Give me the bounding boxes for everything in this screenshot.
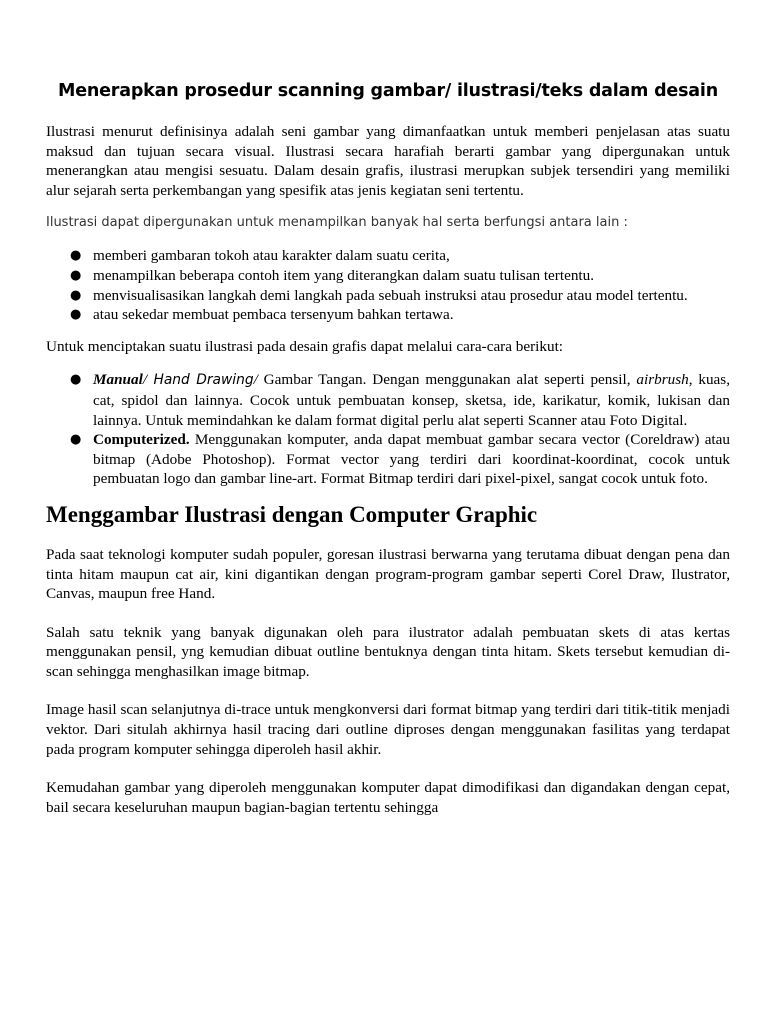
term-airbrush: airbrush [636,371,689,389]
bullet-icon: ● [70,372,82,388]
list-item [46,246,730,266]
list-item-text: menampilkan beberapa contoh item yang diterangkan dalam suatu tulisan tertentu. [93,266,595,284]
functions-intro: Ilustrasi dapat dipergunakan untuk menampilkan banyak hal serta berfungsi antara lain : [46,215,628,231]
list-item [46,305,730,325]
list-item [46,266,730,286]
bullet-icon: ● [70,248,82,264]
computerized-text: Menggunakan komputer, anda dapat membuat gambar secara vector (Coreldraw) atau bitmap (Adobe Photoshop). Format vector yang terdiri dari koordinat-koordinat, cocok untuk pembuatan logo dan gambar line-art. Format Bitmap terdiri dari pixel-pixel, sangat cocok untuk foto. [93,431,730,488]
intro-paragraph: Ilustrasi menurut definisinya adalah seni gambar yang dimanfaatkan untuk memberi penjelasan atas suatu maksud dan tujuan secara visual. Ilustrasi secara harafiah berarti gambar yang dipergunakan untuk menerangkan atau mengisi sesuatu. Dalam desain grafis, ilustrasi merupkan subjek tersendiri yang memiliki alur sejarah serta perkembangan yang spesifik atas jenis kegiatan seni tertentu. [46,123,730,199]
manual-text-b: , kuas, cat, spidol dan lainnya. Cocok untuk pembuatan konsep, sketsa, ide, karikatur, komik, lukisan dan lainnya. Untuk memindahkan ke dalam format digital perlu alat seperti Scanner atau Foto Digital. [93,371,730,429]
bullet-icon: ● [70,267,82,283]
bullet-icon: ● [70,287,82,303]
term-hand-drawing: Hand Drawing [147,372,254,389]
list-item [46,286,730,306]
section-paragraph: Pada saat teknologi komputer sudah populer, goresan ilustrasi berwarna yang terutama dibuat dengan pena dan tinta hitam maupun cat air, kini digantikan dengan program-program gambar seperti Corel Draw, Ilustrator, Canvas, maupun free Hand. [46,545,730,603]
bullet-icon: ● [70,432,82,448]
slash: / [253,371,258,389]
list-item-text: atau sekedar membuat pembaca tersenyum bahkan tertawa. [93,306,454,324]
section-paragraph: Salah satu teknik yang banyak digunakan oleh para ilustrator adalah pembuatan skets di atas kertas menggunakan pensil, yng kemudian dibuat outline bentuknya dengan tinta hitam. Skets tersebut kemudian di-scan sehingga menghasilkan image bitmap. [46,623,730,680]
section-paragraph: Image hasil scan selanjutnya di-trace untuk mengkonversi dari format bitmap yang terdiri dari titik-titik menjadi vektor. Dari situlah akhirnya hasil tracing dari outline diproses dengan menggunakan fasilitas yang terdapat pada program komputer sehingga diperoleh hasil akhir. [46,701,730,758]
document-title: Menerapkan prosedur scanning gambar/ ilustrasi/teks dalam desain [58,81,718,101]
slash: / [142,371,148,389]
methods-intro: Untuk menciptakan suatu ilustrasi pada desain grafis dapat melalui cara-cara berikut: [46,337,564,355]
list-item-text: memberi gambaran tokoh atau karakter dalam suatu cerita, [93,247,450,265]
methods-list [46,370,730,489]
bullet-icon: ● [70,307,82,323]
section-heading: Menggambar Ilustrasi dengan Computer Graphic [46,501,538,527]
section-paragraph: Kemudahan gambar yang diperoleh menggunakan komputer dapat dimodifikasi dan digandakan dengan cepat, bail secara keseluruhan maupun bagian-bagian tertentu sehingga [46,779,730,816]
manual-text-a: Gambar Tangan. Dengan menggunakan alat seperti pensil, [257,371,637,389]
term-manual: Manual [93,371,143,389]
list-item-computerized [46,430,730,489]
functions-list [46,246,730,324]
document-page [46,78,730,836]
list-item-manual [46,370,730,430]
term-computerized: Computerized. [93,431,190,449]
list-item-text: menvisualisasikan langkah demi langkah pada sebuah instruksi atau prosedur atau model tertentu. [93,286,688,304]
